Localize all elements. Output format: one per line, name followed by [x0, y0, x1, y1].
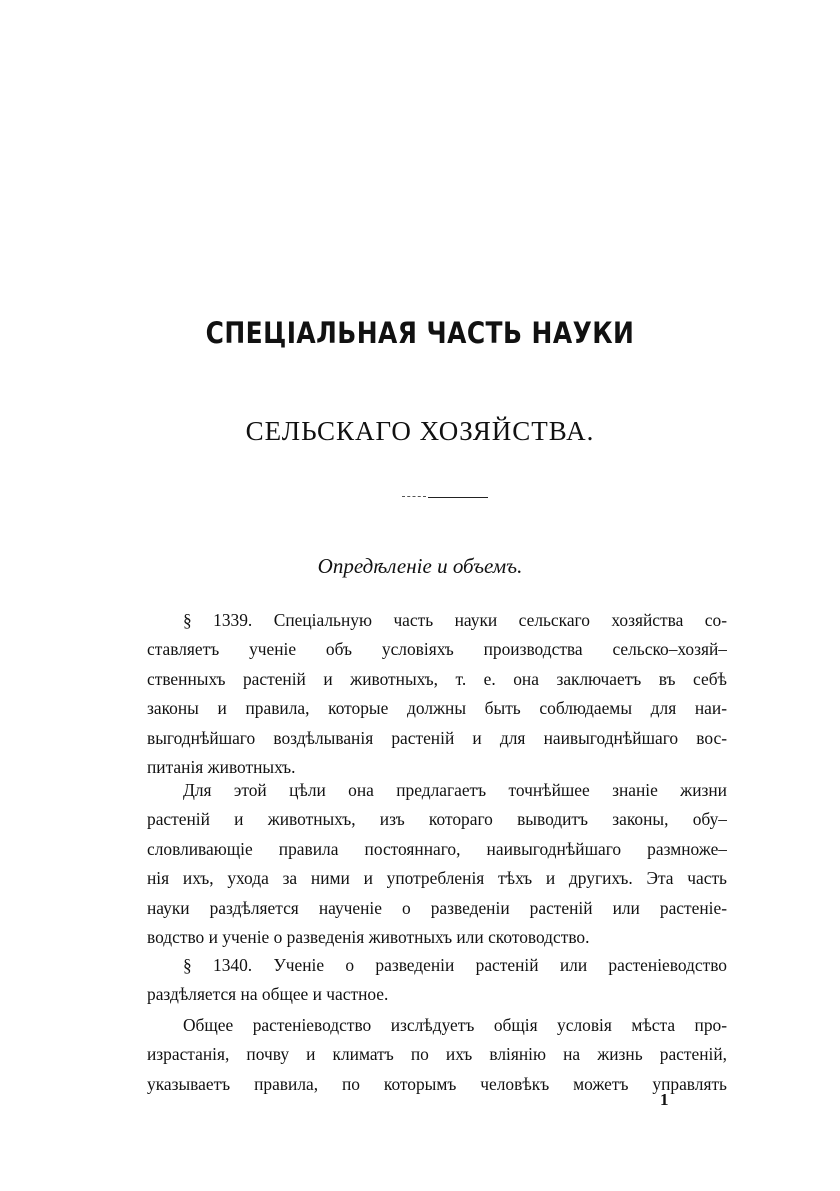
paragraph-1339 — [147, 606, 727, 782]
decorative-rule-dots — [402, 496, 426, 499]
text-line: питанія животныхъ. — [147, 756, 296, 777]
page-title: СПЕЦІАЛЬНАЯ ЧАСТЬ НАУКИ — [205, 316, 635, 350]
decorative-rule — [428, 497, 488, 498]
text-line: водство и ученіе о разведенія животныхъ или скотоводство. — [147, 926, 590, 947]
page-subtitle: СЕЛЬСКАГО ХОЗЯЙСТВА. — [245, 416, 595, 446]
paragraph-purpose — [147, 776, 727, 952]
text-line: § 1340. Ученіе о разведеніи растеній или растеніеводство — [183, 955, 727, 975]
text-line: науки раздѣляется наученіе о разведеніи растеній или растеніе- — [147, 897, 727, 918]
text-line: растеній и животныхъ, изъ котораго выводитъ законы, обу– — [147, 809, 727, 830]
text-line: словливающіе правила постояннаго, наивыгоднѣйшаго размноже– — [147, 838, 727, 859]
page-number: 1 — [660, 1090, 669, 1109]
text-line: законы и правила, которые должны быть соблюдаемы для наи- — [147, 698, 727, 719]
text-line: израстанія, почву и климатъ по ихъ вліянію на жизнь растеній, — [147, 1044, 727, 1065]
text-line: выгоднѣйшаго воздѣлыванія растеній и для наивыгоднѣйшаго вос- — [147, 727, 727, 748]
text-line: раздѣляется на общее и частное. — [147, 984, 389, 1005]
text-line: нія ихъ, ухода за ними и употребленія тѣхъ и другихъ. Эта часть — [147, 868, 727, 889]
paragraph-1340 — [147, 951, 727, 1010]
section-heading: Опредѣленіе и объемъ. — [317, 554, 523, 578]
text-line: ставляетъ ученіе объ условіяхъ производства сельско–хозяй– — [147, 639, 727, 660]
text-line: Общее растеніеводство изслѣдуетъ общія условія мѣста про- — [183, 1015, 727, 1035]
text-line: Для этой цѣли она предлагаетъ точнѣйшее знаніе жизни — [183, 780, 727, 800]
text-line: ственныхъ растеній и животныхъ, т. е. она заключаетъ въ себѣ — [147, 668, 727, 689]
paragraph-general — [147, 1011, 727, 1099]
text-line: указываетъ правила, по которымъ человѣкъ можетъ управлять — [147, 1073, 727, 1094]
text-line: § 1339. Спеціальную часть науки сельскаго хозяйства со- — [183, 610, 727, 630]
